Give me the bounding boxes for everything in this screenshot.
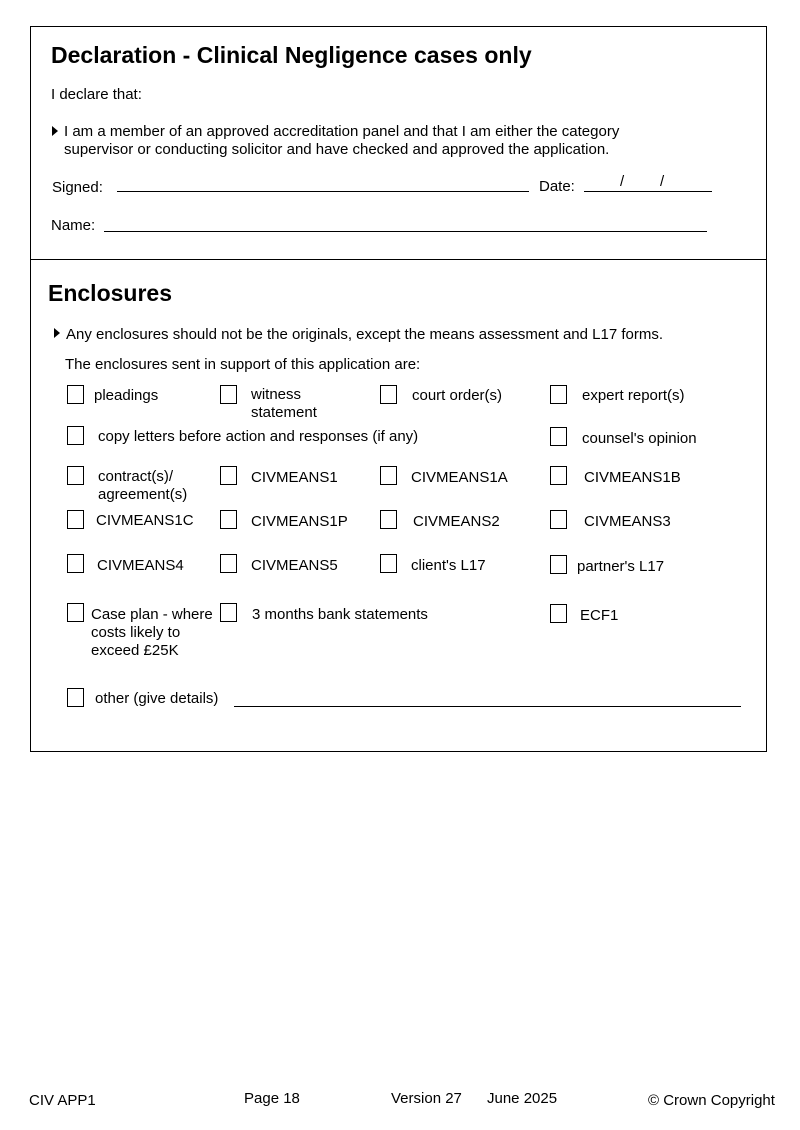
witness-statement-checkbox[interactable]: [220, 385, 237, 404]
contracts-checkbox[interactable]: [67, 466, 84, 485]
court-orders-checkbox[interactable]: [380, 385, 397, 404]
partners-l17-label: partner's L17: [577, 558, 665, 575]
copy-letters-checkbox[interactable]: [67, 426, 84, 445]
other-details-field[interactable]: [234, 706, 741, 707]
contracts-label: contract(s)/ agreement(s): [98, 468, 188, 503]
civmeans5-checkbox[interactable]: [220, 554, 237, 573]
clients-l17-checkbox[interactable]: [380, 554, 397, 573]
footer-form-code: CIV APP1: [29, 1092, 96, 1109]
name-field[interactable]: [104, 231, 707, 232]
date-label: Date:: [539, 178, 575, 195]
ecf1-label: ECF1: [580, 607, 619, 624]
declaration-bullet-line2: supervisor or conducting solicitor and have checked and approved the application.: [64, 141, 610, 158]
expert-reports-checkbox[interactable]: [550, 385, 567, 404]
date-separator: /: [620, 173, 625, 190]
civmeans3-label: CIVMEANS3: [584, 513, 671, 530]
pleadings-checkbox[interactable]: [67, 385, 84, 404]
enclosures-note: Any enclosures should not be the originals, except the means assessment and L17 forms.: [66, 326, 664, 343]
footer-date: June 2025: [487, 1090, 558, 1107]
enclosures-title: Enclosures: [48, 280, 172, 306]
case-plan-label: Case plan - where costs likely to exceed £25K: [91, 606, 213, 659]
civmeans4-checkbox[interactable]: [67, 554, 84, 573]
civmeans1c-label: CIVMEANS1C: [96, 512, 194, 529]
other-label: other (give details): [95, 690, 219, 707]
civmeans1-label: CIVMEANS1: [251, 469, 338, 486]
civmeans1b-label: CIVMEANS1B: [584, 469, 681, 486]
other-checkbox[interactable]: [67, 688, 84, 707]
expert-reports-label: expert report(s): [582, 387, 685, 404]
enclosures-intro: The enclosures sent in support of this application are:: [65, 356, 421, 373]
court-orders-label: court order(s): [412, 387, 503, 404]
pleadings-label: pleadings: [94, 387, 159, 404]
civmeans2-label: CIVMEANS2: [413, 513, 500, 530]
copy-letters-label: copy letters before action and responses (if any): [98, 428, 419, 445]
civmeans1p-checkbox[interactable]: [220, 510, 237, 529]
footer-copyright: © Crown Copyright: [648, 1092, 775, 1109]
counsels-opinion-label: counsel's opinion: [582, 430, 697, 447]
ecf1-checkbox[interactable]: [550, 604, 567, 623]
declaration-title: Declaration - Clinical Negligence cases only: [51, 42, 532, 68]
signed-label: Signed:: [52, 179, 103, 196]
civmeans1a-checkbox[interactable]: [380, 466, 397, 485]
civmeans3-checkbox[interactable]: [550, 510, 567, 529]
signature-field[interactable]: [117, 191, 529, 192]
footer-version: Version 27: [391, 1090, 462, 1107]
partners-l17-checkbox[interactable]: [550, 555, 567, 574]
civmeans1a-label: CIVMEANS1A: [411, 469, 508, 486]
footer-page-number: Page 18: [244, 1090, 300, 1107]
declaration-bullet-line1: I am a member of an approved accreditation panel and that I am either the category: [64, 123, 620, 140]
civmeans4-label: CIVMEANS4: [97, 557, 184, 574]
civmeans1-checkbox[interactable]: [220, 466, 237, 485]
case-plan-checkbox[interactable]: [67, 603, 84, 622]
name-label: Name:: [51, 217, 96, 234]
bullet-arrow-icon: [54, 328, 60, 338]
clients-l17-label: client's L17: [411, 557, 486, 574]
civmeans1b-checkbox[interactable]: [550, 466, 567, 485]
counsels-opinion-checkbox[interactable]: [550, 427, 567, 446]
bullet-arrow-icon: [52, 126, 58, 136]
bank-statements-label: 3 months bank statements: [252, 606, 428, 623]
witness-statement-label: witness statement: [251, 386, 317, 421]
declaration-intro: I declare that:: [51, 86, 142, 103]
date-field[interactable]: [584, 191, 712, 192]
date-separator: /: [660, 173, 665, 190]
civmeans2-checkbox[interactable]: [380, 510, 397, 529]
civmeans5-label: CIVMEANS5: [251, 557, 338, 574]
civmeans1p-label: CIVMEANS1P: [251, 513, 348, 530]
bank-statements-checkbox[interactable]: [220, 603, 237, 622]
civmeans1c-checkbox[interactable]: [67, 510, 84, 529]
